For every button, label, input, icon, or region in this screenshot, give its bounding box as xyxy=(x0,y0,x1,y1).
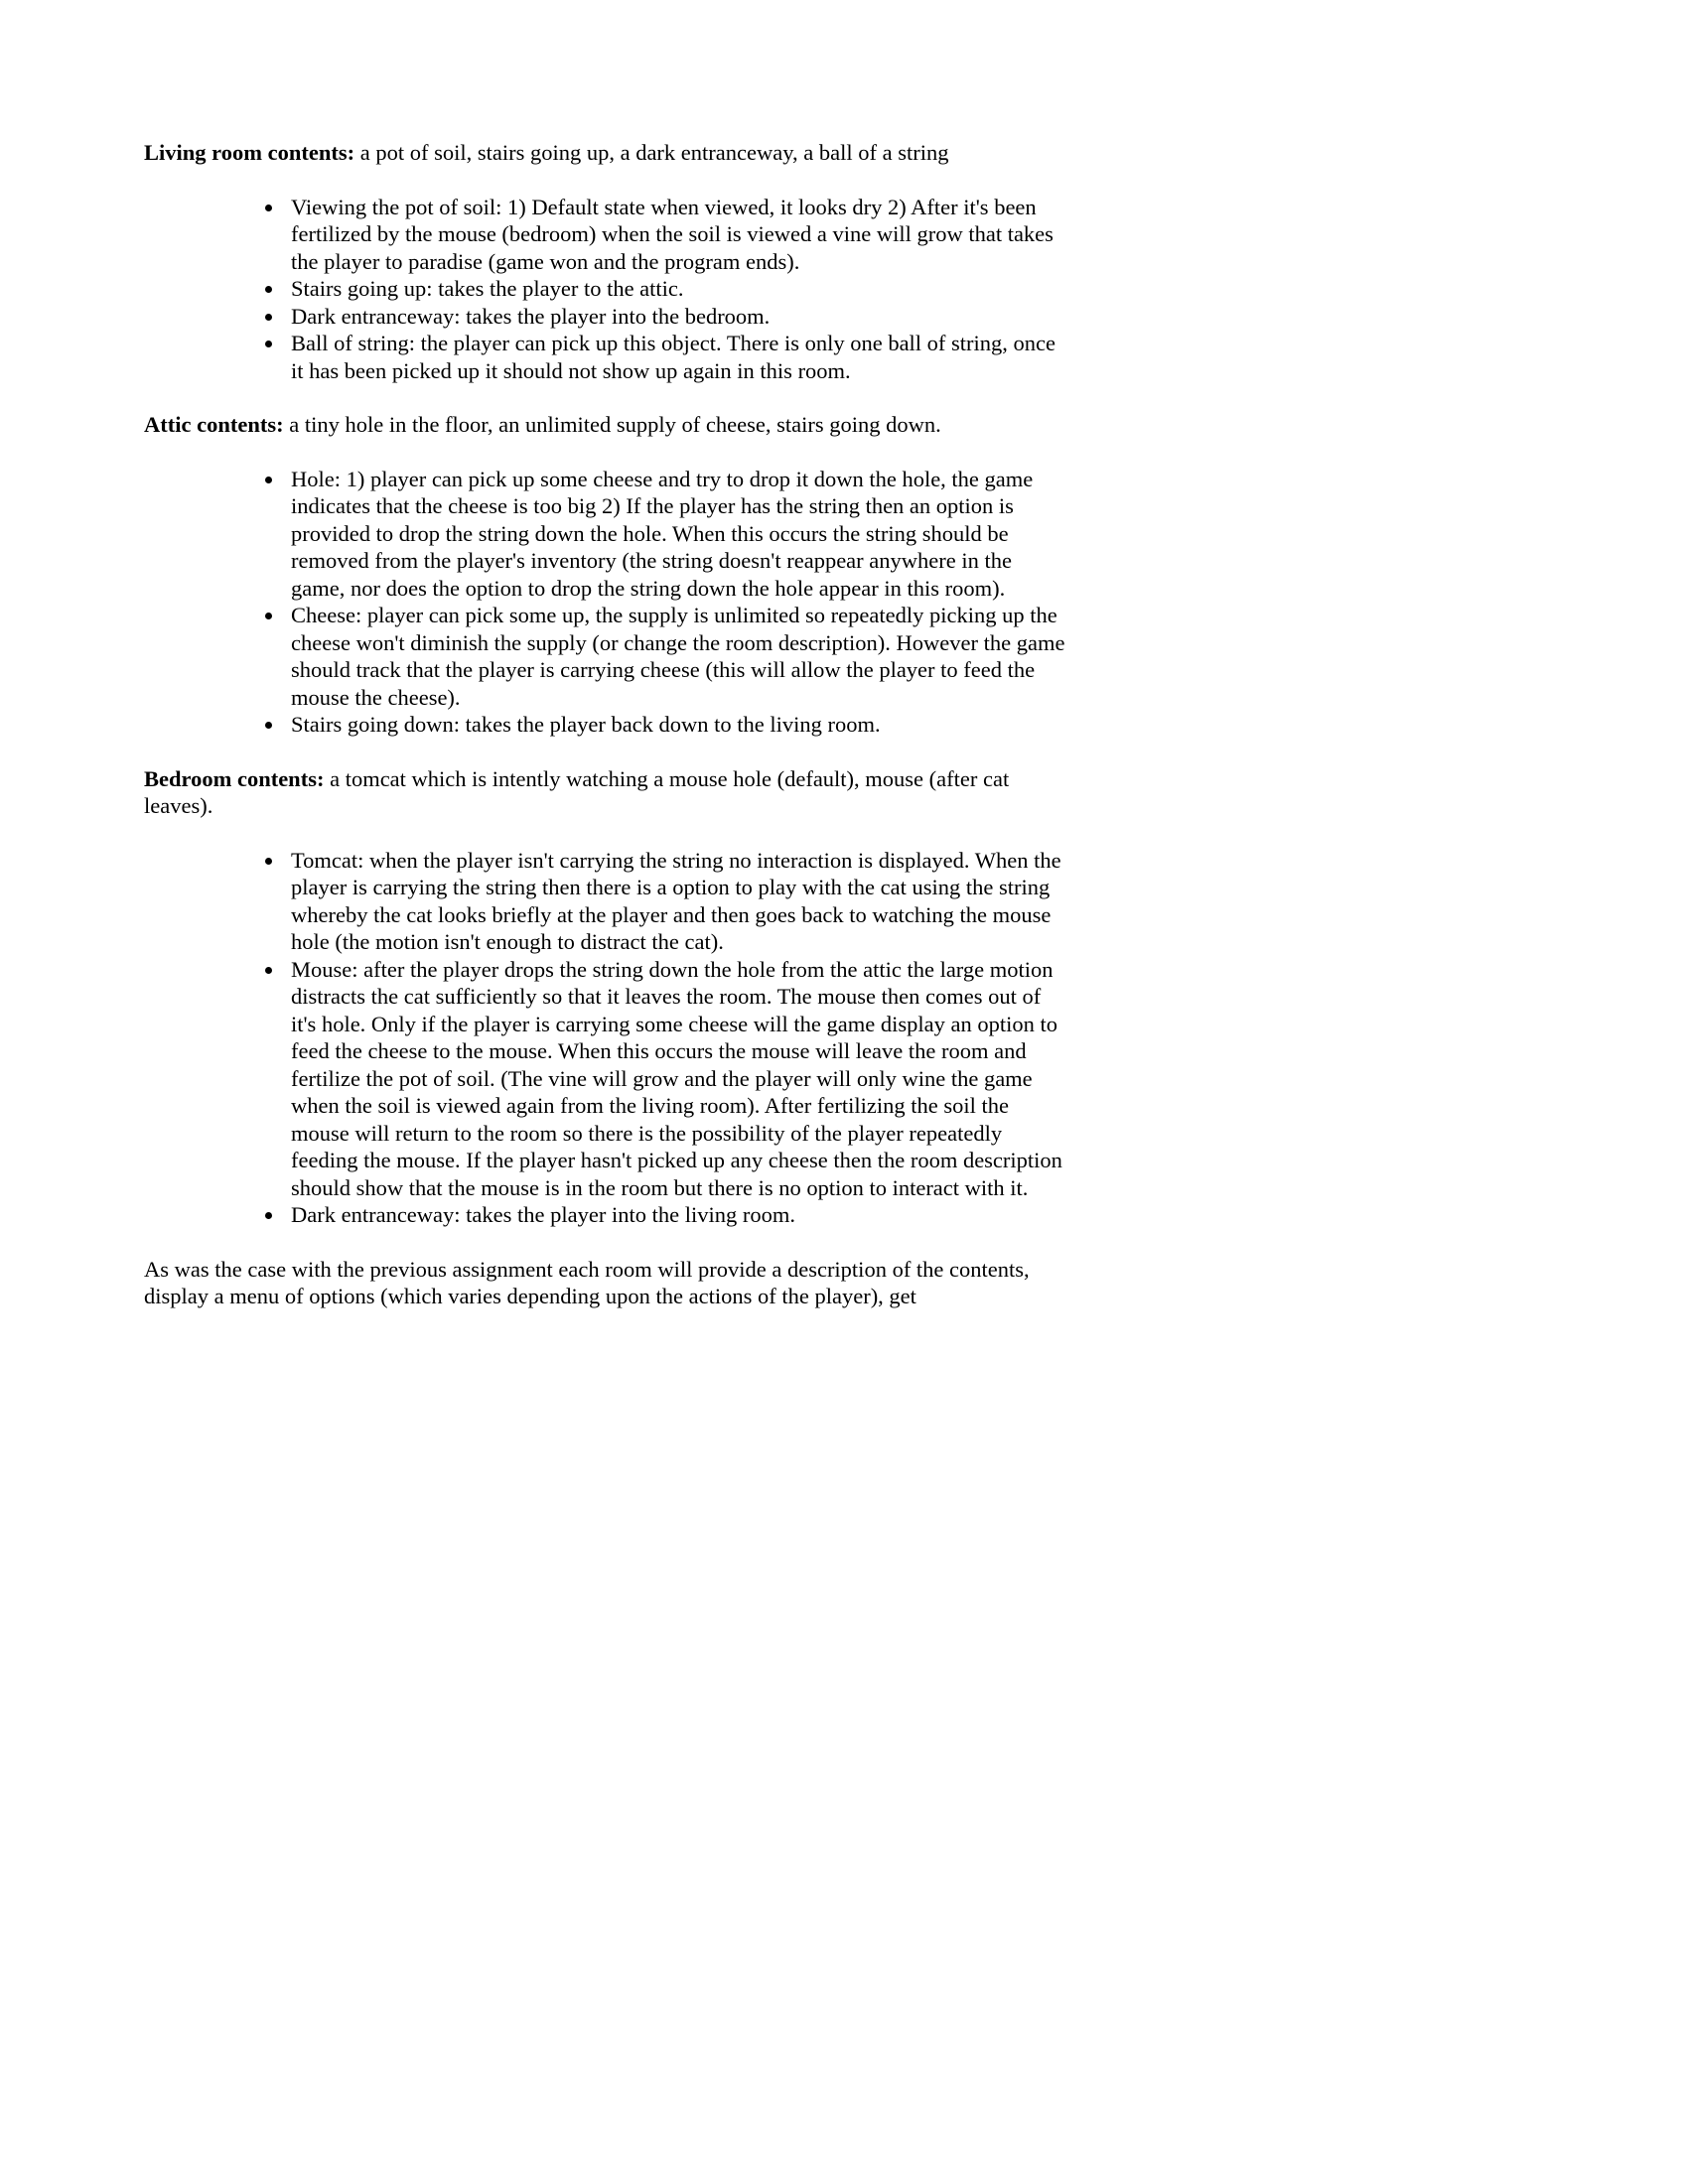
bedroom-intro: a tomcat which is intently watching a mouse hole (default), mouse (after cat leaves). xyxy=(144,765,1010,818)
attic-bullet-list xyxy=(144,466,1067,739)
living-room-heading-paragraph xyxy=(144,139,1067,167)
bedroom-bullet-list xyxy=(144,847,1067,1229)
list-item: • Hole: 1) player can pick up some cheese and try to drop it down the hole, the game indicates that the cheese is too big 2) If the player has the string then an option is provided to drop the string down the hole. When this occurs the string should be removed from the player's inventory (the string doesn't reappear anywhere in the game, nor does the option to drop the string down the hole appear in this room). xyxy=(285,466,1067,603)
section-attic xyxy=(144,411,1067,739)
list-item: • Stairs going down: takes the player back down to the living room. xyxy=(285,711,1067,739)
bedroom-heading-paragraph xyxy=(144,765,1067,820)
list-item: • Tomcat: when the player isn't carrying the string no interaction is displayed. When the player is carrying the string then there is a option to play with the cat using the string whereby the cat looks briefly at the player and then goes back to watching the mouse hole (the motion isn't enough to distract the cat). xyxy=(285,847,1067,956)
list-item: • Dark entranceway: takes the player into the living room. xyxy=(285,1201,1067,1229)
bedroom-heading: Bedroom contents: xyxy=(144,765,325,791)
closing-paragraph: As was the case with the previous assignment each room will provide a description of the contents, display a menu of options (which varies depending upon the actions of the player), get xyxy=(144,1256,1030,1308)
list-item: • Cheese: player can pick some up, the supply is unlimited so repeatedly picking up the cheese won't diminish the supply (or change the room description). However the game should track that the player is carrying cheese (this will allow the player to feed the mouse the cheese). xyxy=(285,602,1067,711)
list-item: • Viewing the pot of soil: 1) Default state when viewed, it looks dry 2) After it's been fertilized by the mouse (bedroom) when the soil is viewed a vine will grow that takes the player to paradise (game won and the program ends). xyxy=(285,194,1067,276)
attic-intro: a tiny hole in the floor, an unlimited supply of cheese, stairs going down. xyxy=(283,412,941,437)
section-bedroom xyxy=(144,765,1067,1229)
living-room-intro: a pot of soil, stairs going up, a dark entranceway, a ball of a string xyxy=(354,140,949,165)
attic-heading-paragraph xyxy=(144,411,1067,439)
attic-heading: Attic contents: xyxy=(144,412,284,437)
list-item: • Dark entranceway: takes the player into the bedroom. xyxy=(285,303,1067,331)
list-item: • Mouse: after the player drops the string down the hole from the attic the large motion distracts the cat sufficiently so that it leaves the room. The mouse then comes out of it's hole. Only if the player is carrying some cheese will the game display an option to feed the cheese to the mouse. When this occurs the mouse will leave the room and fertilize the pot of soil. (The vine will grow and the player will only wine the game when the soil is viewed again from the living room). After fertilizing the soil the mouse will return to the room so there is the possibility of the player repeatedly feeding the mouse. If the player hasn't picked up any cheese then the room description should show that the mouse is in the room but there is no option to interact with it. xyxy=(285,956,1067,1202)
list-item: • Ball of string: the player can pick up this object. There is only one ball of string, once it has been picked up it should not show up again in this room. xyxy=(285,330,1067,384)
list-item: • Stairs going up: takes the player to the attic. xyxy=(285,275,1067,303)
section-living-room xyxy=(144,139,1067,384)
living-room-bullet-list xyxy=(144,194,1067,385)
living-room-heading: Living room contents: xyxy=(144,140,355,165)
